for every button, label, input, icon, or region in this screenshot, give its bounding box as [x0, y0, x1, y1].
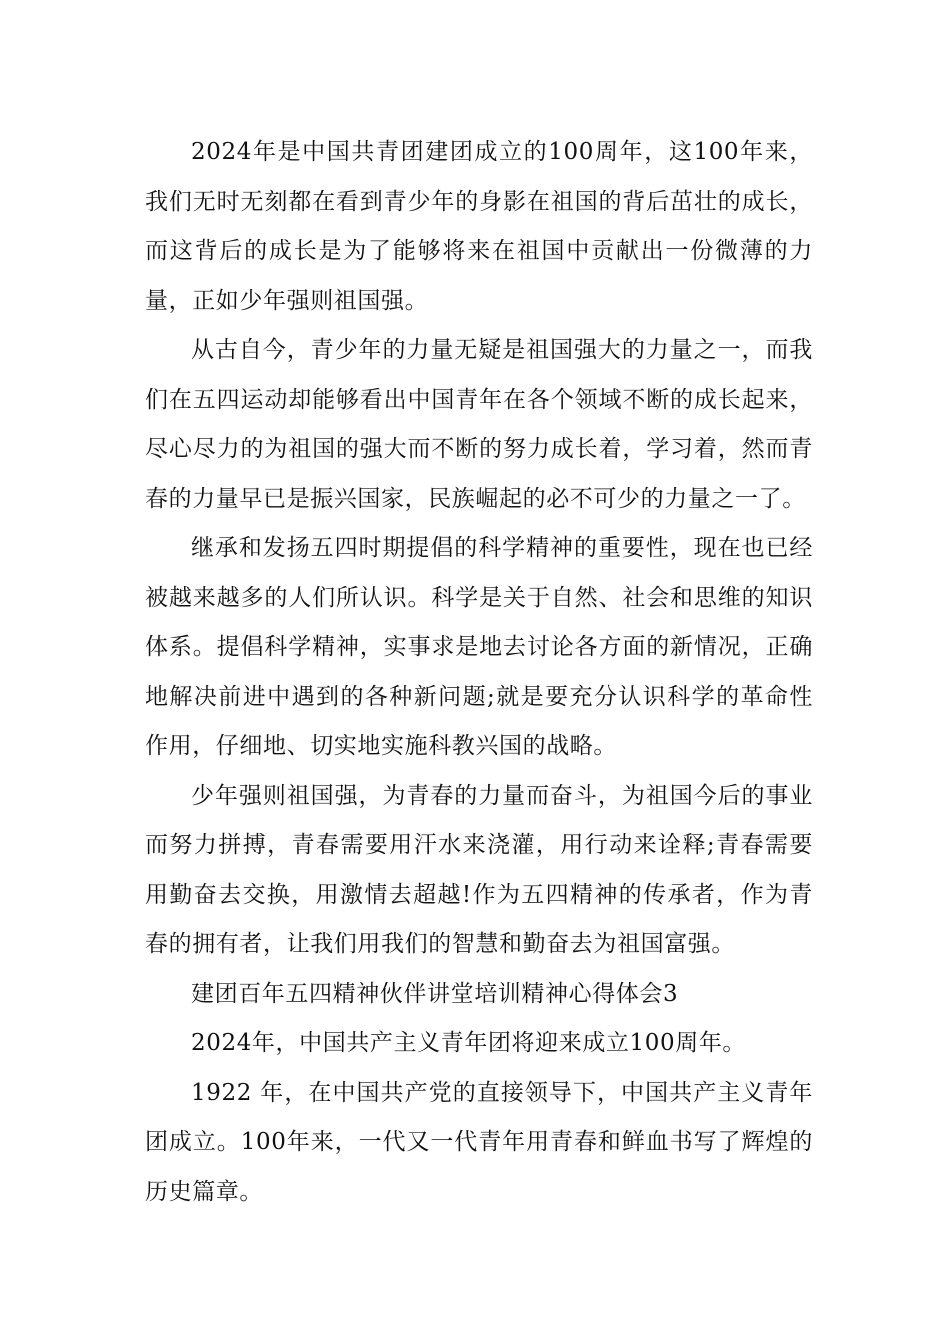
- paragraph: 少年强则祖国强，为青春的力量而奋斗，为祖国今后的事业而努力拼搏，青春需要用汗水来浇灌，用行动来诠释;青春需要用勤奋去交换，用激情去超越!作为五四精神的传承者，作为青春的拥有者，让我们用我们的智慧和勤奋去为祖国富强。: [145, 782, 813, 957]
- paragraph: 继承和发扬五四时期提倡的科学精神的重要性，现在也已经被越来越多的人们所认识。科学是关于自然、社会和思维的知识体系。提倡科学精神，实事求是地去讨论各方面的新情况，正确地解决前进中遇到的各种新问题;就是要充分认识科学的革命性作用，仔细地、切实地实施科教兴国的战略。: [145, 535, 813, 759]
- section-title: 建团百年五四精神伙伴讲堂培训精神心得体会3: [191, 980, 679, 1007]
- document-body: [145, 128, 813, 1217]
- paragraph: 从古自今，青少年的力量无疑是祖国强大的力量之一，而我们在五四运动却能够看出中国青年在各个领域不断的成长起来，尽心尽力的为祖国的强大而不断的努力成长着，学习着，然而青春的力量早已是振兴国家，民族崛起的必不可少的力量之一了。: [145, 337, 813, 512]
- paragraph: 1922 年，在中国共产党的直接领导下，中国共产主义青年团成立。100年来，一代又一代青年用青春和鲜血书写了辉煌的历史篇章。: [145, 1079, 813, 1205]
- paragraph: 2024年，中国共产主义青年团将迎来成立100周年。: [191, 1030, 747, 1056]
- paragraph: 2024年是中国共青团建团成立的100周年，这100年来，我们无时无刻都在看到青少年的身影在祖国的背后茁壮的成长，而这背后的成长是为了能够将来在祖国中贡献出一份微薄的力量，正如少年强则祖国强。: [145, 139, 813, 314]
